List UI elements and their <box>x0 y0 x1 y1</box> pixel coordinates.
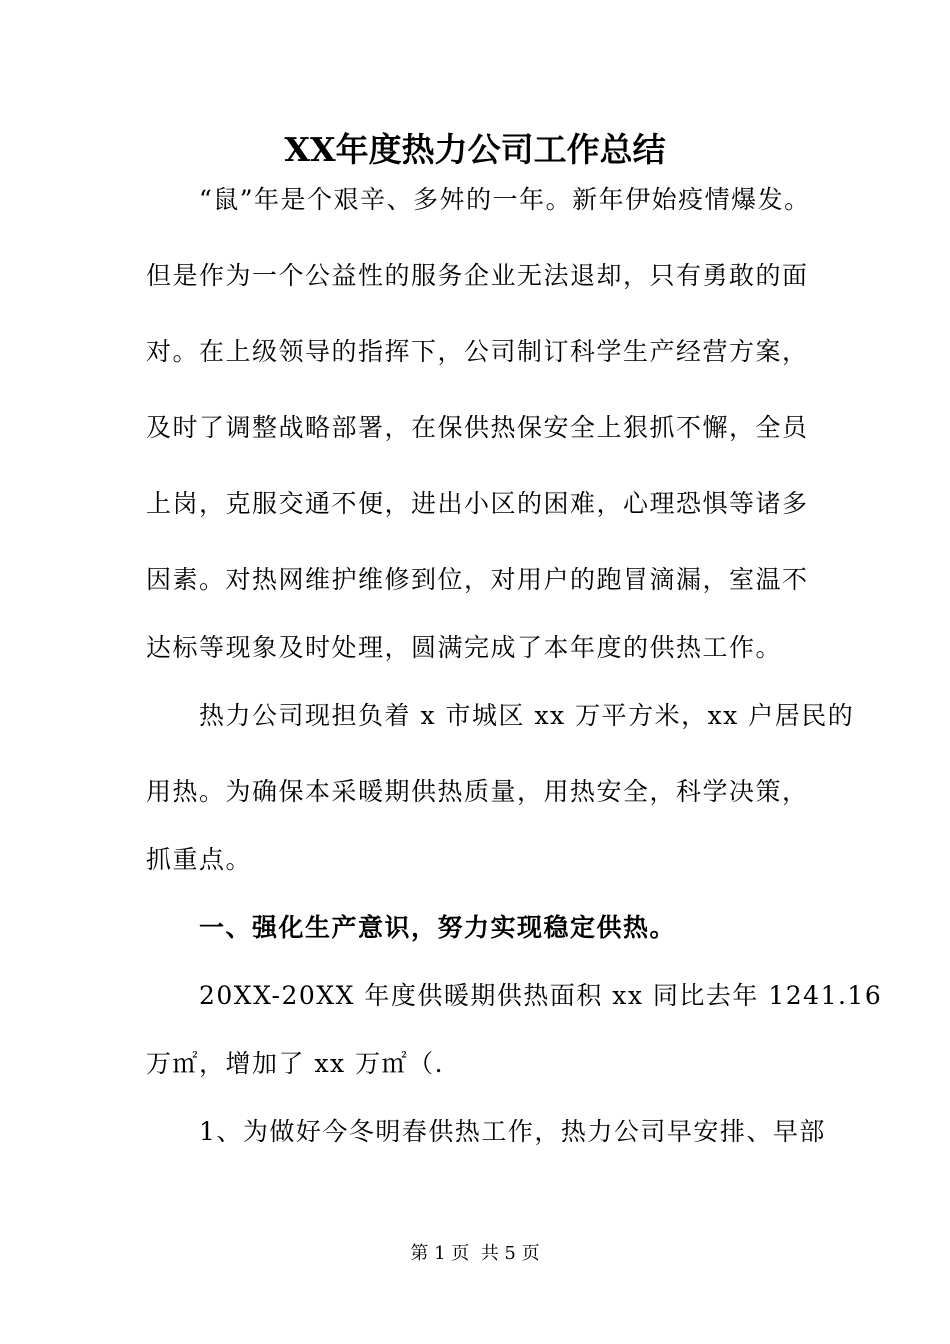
paragraph-line: 热力公司现担负着 x 市城区 xx 万平方米，xx 户居民的 <box>146 701 855 730</box>
paragraph-line: 对。在上级领导的指挥下，公司制订科学生产经营方案， <box>146 337 809 366</box>
paragraph-line: “鼠”年是个艰辛、多舛的一年。新年伊始疫情爆发。 <box>146 185 811 214</box>
document-title: XX年度热力公司工作总结 <box>284 130 666 169</box>
paragraph-line: 1、为做好今冬明春供热工作，热力公司早安排、早部 <box>146 1117 826 1146</box>
page-number: 第 1 页 共 5 页 <box>410 1243 540 1264</box>
paragraph-line: 抓重点。 <box>146 845 253 874</box>
paragraph-line: 上岗，克服交通不便，进出小区的困难，心理恐惧等诸多 <box>146 489 809 518</box>
paragraph-line: 达标等现象及时处理，圆满完成了本年度的供热工作。 <box>146 633 783 662</box>
page-footer <box>0 1240 950 1268</box>
paragraph-line: 因素。对热网维护维修到位，对用户的跑冒滴漏，室温不 <box>146 565 809 594</box>
paragraph-line: 但是作为一个公益性的服务企业无法退却，只有勇敢的面 <box>146 261 809 290</box>
paragraph-line: 20XX-20XX 年度供暖期供热面积 xx 同比去年 1241.16 <box>146 981 883 1010</box>
paragraph-line: 及时了调整战略部署，在保供热保安全上狠抓不懈，全员 <box>146 413 809 442</box>
paragraph-line: 万㎡，增加了 xx 万㎡（. <box>146 1049 445 1078</box>
paragraph-line: 用热。为确保本采暖期供热质量，用热安全，科学决策， <box>146 777 809 806</box>
section-heading: 一、强化生产意识，努力实现稳定供热。 <box>146 913 677 942</box>
